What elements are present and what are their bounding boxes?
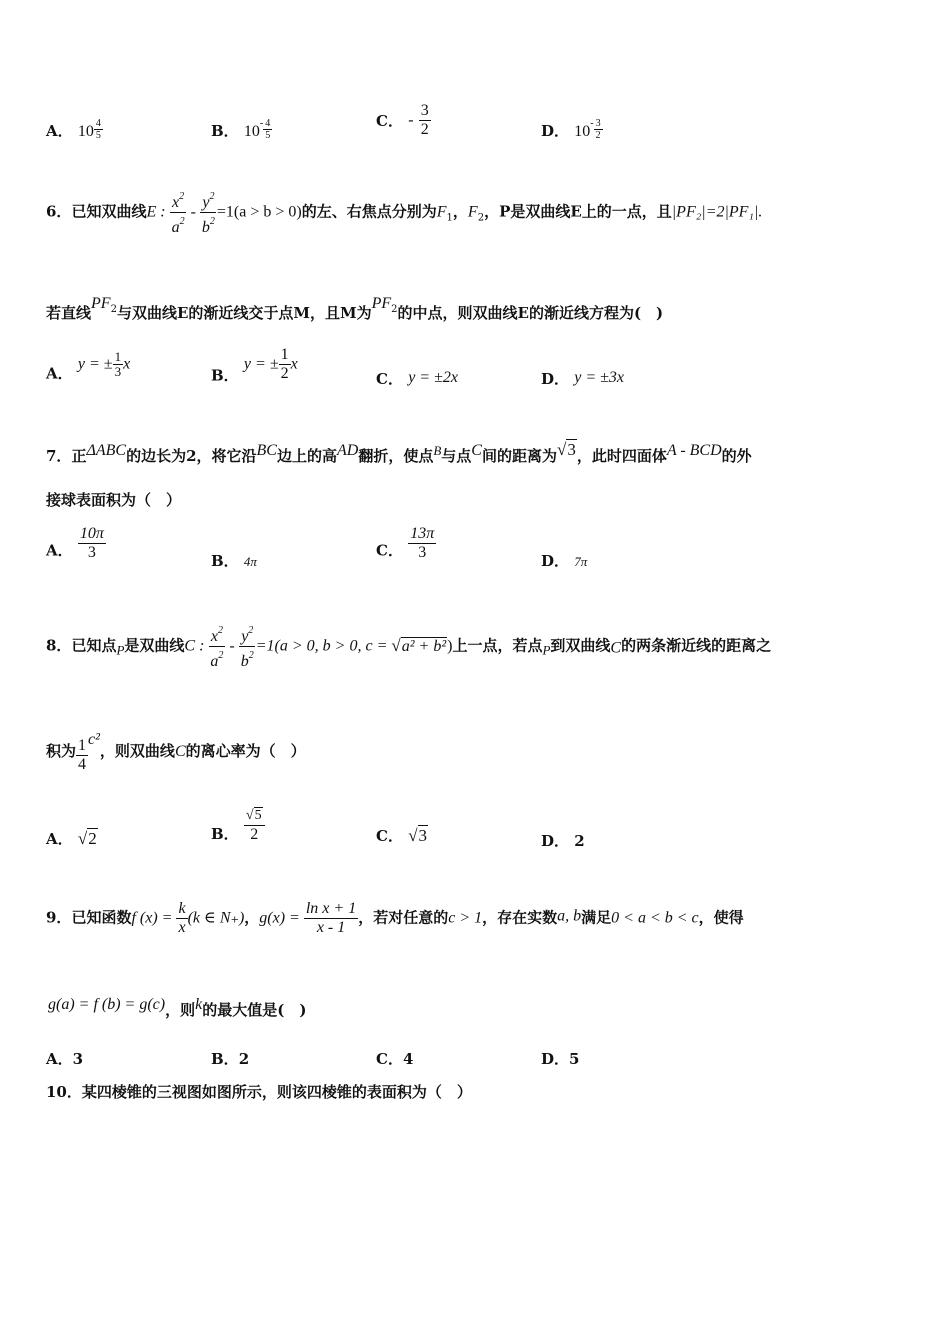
q9-condition: g(a) = f (b) = g(c)	[48, 996, 166, 1013]
q5-d-exponent: $\frac{3}{2}$	[595, 118, 601, 141]
q6-option-c[interactable]: C． y = ±2x	[376, 369, 458, 388]
q9-option-a[interactable]: A．3	[46, 1050, 84, 1068]
q9-option-c[interactable]: C．4	[376, 1050, 414, 1068]
q8-option-c[interactable]: C． √3	[376, 826, 428, 845]
q9-g-def: g(x) =	[259, 909, 304, 927]
q6-option-b[interactable]: B． y = ± $\frac{1}{2}$ x	[211, 346, 298, 385]
q6-line-1: 6．已知双曲线E : $\frac{x^2}{a^2}$ - $\frac{y^2}{b^2}$ =1(a > b > 0)的左、右焦点分别为$F_1$，$F_2$，P是双曲线E上的一点，且|PF₂|=2|PF₁|.	[46, 188, 762, 237]
q8-option-d[interactable]: D． 2	[541, 832, 585, 850]
q8-line-2: 积为 $\frac{1}{4}$ c²，则双曲线C的离心率为（ ）	[46, 731, 306, 773]
q10-text: 某四棱锥的三视图如图所示，则该四棱锥的表面积为（ ）	[81, 1083, 472, 1101]
q6-line-2: 若直线$PF_2$与双曲线E的渐近线交于点M，且M为$PF_2$的中点，则双曲线E的渐近线方程为( )	[46, 295, 664, 322]
q5-option-b[interactable]: B． 10- $\frac{4}{5}$	[211, 118, 271, 141]
q8-equation: =1(a > 0, b > 0, c =	[255, 637, 392, 655]
q6-f2: F	[467, 203, 478, 221]
q5-option-d[interactable]: D． 10- $\frac{3}{2}$	[541, 118, 601, 141]
q7-tetrahedron: A - BCD	[666, 442, 722, 459]
q7-triangle: ΔABC	[86, 442, 127, 459]
q6-f1: F	[436, 203, 447, 221]
q5-option-a[interactable]: A． 10 $\frac{4}{5}$	[46, 118, 101, 141]
q7-sqrt3: √3	[556, 440, 576, 459]
q7-option-d[interactable]: D． 7π	[541, 552, 588, 570]
q5-b-exponent: $\frac{4}{5}$	[265, 118, 271, 141]
q5-option-c[interactable]: C． - $\frac{3}{2}$	[376, 102, 429, 138]
q9-line-1: 9．已知函数f (x) = $\frac{k}{x}$ (k ∈ N₊)，g(x) = $\frac{\text{ln x + 1}}{x - 1}$ ，若对任意的c > 1，存在实数a, b满足0 < a < b < c，使得	[46, 900, 744, 936]
q7-option-c[interactable]: C． $\frac{13\pi}{3}$	[376, 525, 435, 561]
q8-line-1: 8．已知点P是双曲线C : $\frac{x^2}{a^2}$ - $\frac{y^2}{b^2}$ =1(a > 0, b > 0, c = √a² + b²)上一点，若点P到双曲线C的两条渐近线的距离之	[46, 622, 771, 671]
q7-option-a[interactable]: A． $\frac{10\pi}{3}$	[46, 525, 104, 561]
q8-option-a[interactable]: A． √2	[46, 829, 97, 848]
q7-line-1: 7．正ΔABC的边长为2，将它沿BC边上的高AD翻折，使点B与点C间的距离为√3，此时四面体A - BCD的外	[46, 440, 752, 465]
q6-y-fraction: $\frac{y^2}{b^2}$	[200, 188, 217, 237]
q10-line	[46, 1082, 472, 1102]
q9-option-b[interactable]: B．2	[211, 1050, 250, 1068]
q7-option-b[interactable]: B． 4π	[211, 552, 257, 570]
q9-line-2: g(a) = f (b) = g(c)，则k的最大值是( )	[48, 996, 307, 1019]
q8-option-b[interactable]: B． $\frac{√5}{2}$	[211, 806, 265, 844]
q6-condition: |PF₂|=2|PF₁|.	[671, 203, 763, 221]
q6-option-a[interactable]: A． y = ± $\frac{1}{3}$ x	[46, 349, 131, 383]
q5-c-fraction: $\frac{3}{2}$	[420, 102, 429, 138]
q6-x-fraction: $\frac{x^2}{a^2}$	[170, 188, 187, 237]
q9-option-d[interactable]: D．5	[541, 1050, 580, 1068]
q7-number: 7．	[46, 447, 72, 465]
q6-curve-name: E :	[146, 203, 170, 221]
q6-option-d[interactable]: D． y = ±3x	[541, 369, 625, 388]
q6-number: 6．	[46, 202, 72, 221]
q9-f-def: f (x) =	[131, 909, 177, 927]
q8-curve-name: C :	[184, 637, 209, 655]
q6-equation: =1(a > b > 0)	[216, 203, 302, 221]
q9-number: 9．	[46, 908, 72, 927]
q5-a-exponent: $\frac{4}{5}$	[95, 118, 101, 141]
q6-pf2: PF	[91, 295, 111, 312]
q7-line-2: 接球表面积为（ ）	[46, 491, 182, 509]
q10-number: 10．	[46, 1083, 82, 1101]
q8-number: 8．	[46, 636, 72, 655]
